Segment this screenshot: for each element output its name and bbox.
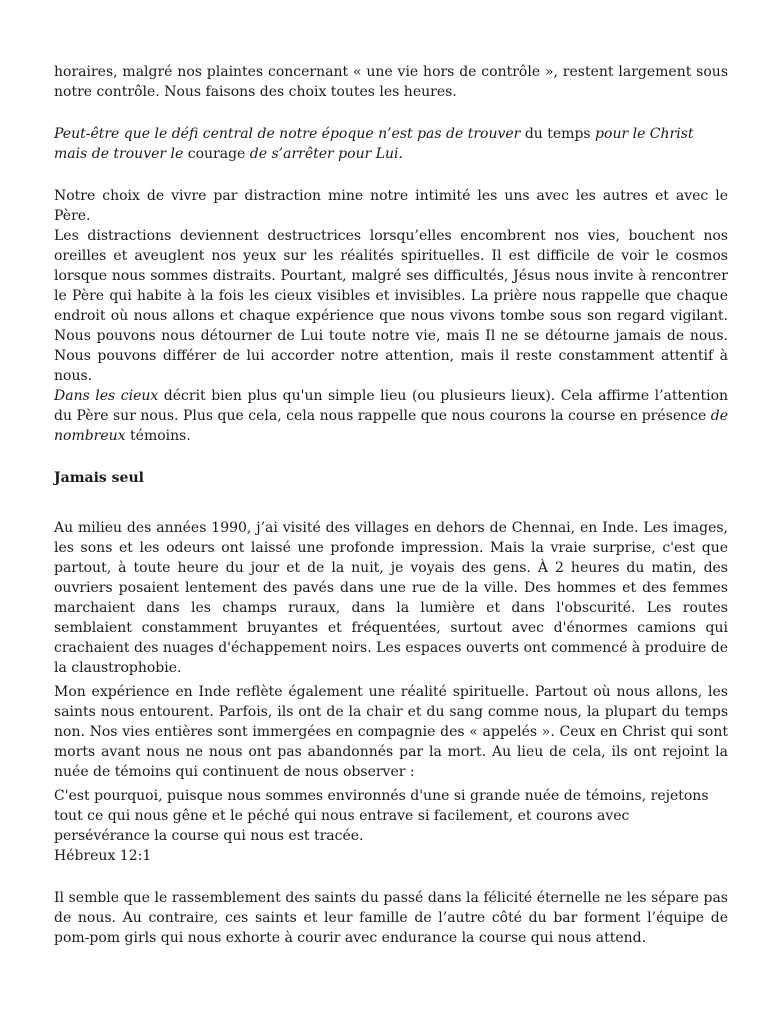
heavens-end: témoins. xyxy=(125,428,191,444)
bible-quote: C'est pourquoi, puisque nous sommes environnés d'une si grande nuée de témoins, rejetons tout ce qui nous gêne et le péché qui nous entrave si facilement, et courons avec persévérance la course qui nous est tracée. xyxy=(54,788,709,844)
section-heading: Jamais seul xyxy=(54,470,144,486)
heavens-middle: décrit bien plus qu'un simple lieu (ou plusieurs lieux). Cela affirme l’attention du Père sur nous. Plus que cela, cela nous rappelle que nous courons la course en présence xyxy=(54,388,729,424)
callout-italic-2: pour le Christ xyxy=(595,126,694,142)
paragraph-destructive: Les distractions deviennent destructrices lorsqu’elles encombrent nos vies, bouchent nos oreilles et aveuglent nos yeux sur les réalités spirituelles. Il est difficile de voir le cosmos lorsque nous sommes distraits. Pourtant, malgré ses difficultés, Jésus nous invite à rencontrer le Père qui habite à la fois les cieux visibles et invisibles. La prière nous rappelle que chaque endroit où nous allons et chaque expérience que nous vivons tombe sous son regard vigilant. Nous pouvons nous détourner de Lui toute notre vie, mais Il ne se détourne jamais de nous. Nous pouvons différer de lui accorder notre attention, mais il reste constamment attentif à nous. xyxy=(54,228,728,384)
callout-italic-4: de s’arrêter pour Lui. xyxy=(249,146,403,162)
callout-regular-1: du temps xyxy=(520,126,596,142)
heavens-italic-start: Dans les cieux xyxy=(54,388,159,404)
paragraph-distraction: Notre choix de vivre par distraction mine notre intimité les uns avec les autres et avec le Père. xyxy=(54,188,728,224)
paragraph-india: Au milieu des années 1990, j’ai visité des villages en dehors de Chennai, en Inde. Les images, les sons et les odeurs ont laissé une profonde impression. Mais la vraie surprise, c'est que partout, à toute heure du jour et de la nuit, je voyais des gens. À 2 heures du matin, des ouvriers posaient lentement des pavés dans une rue de la ville. Des hommes et des femmes marchaient dans les champs ruraux, dans la lumière et dans l'obscurité. Les routes semblaient constamment bruyantes et fréquentées, surtout avec d'énormes camions qui crachaient des nuages d'échappement noirs. Les espaces ouverts ont commencé à produire de la claustrophobie. xyxy=(54,520,728,676)
quote-reference: Hébreux 12:1 xyxy=(54,848,152,864)
callout-italic-3: mais de trouver le xyxy=(54,146,184,162)
callout-regular-2: courage xyxy=(183,146,250,162)
document-page xyxy=(54,62,728,948)
italic-callout xyxy=(54,124,728,164)
paragraph-closing: Il semble que le rassemblement des saints du passé dans la félicité éternelle ne les sépare pas de nous. Au contraire, ces saints et leur famille de l’autre côté du bar forment l’équipe de pom-pom girls qui nous exhorte à courir avec endurance la course qui nous attend. xyxy=(54,890,728,946)
intro-paragraph: horaires, malgré nos plaintes concernant « une vie hors de contrôle », restent largement sous notre contrôle. Nous faisons des choix toutes les heures. xyxy=(54,64,728,100)
paragraph-experience: Mon expérience en Inde reflète également une réalité spirituelle. Partout où nous allons, les saints nous entourent. Parfois, ils ont de la chair et du sang comme nous, la plupart du temps non. Nos vies entières sont immergées en compagnie des « appelés ». Ceux en Christ qui sont morts avant nous ne nous ont pas abandonnés par la mort. Au lieu de cela, ils ont rejoint la nuée de témoins qui continuent de nous observer : xyxy=(54,684,728,780)
callout-italic-1: Peut-être que le défi central de notre époque n’est pas de trouver xyxy=(54,126,521,142)
paragraph-heavens xyxy=(54,386,728,446)
heavens-italic-end: de nombreux xyxy=(54,408,728,444)
